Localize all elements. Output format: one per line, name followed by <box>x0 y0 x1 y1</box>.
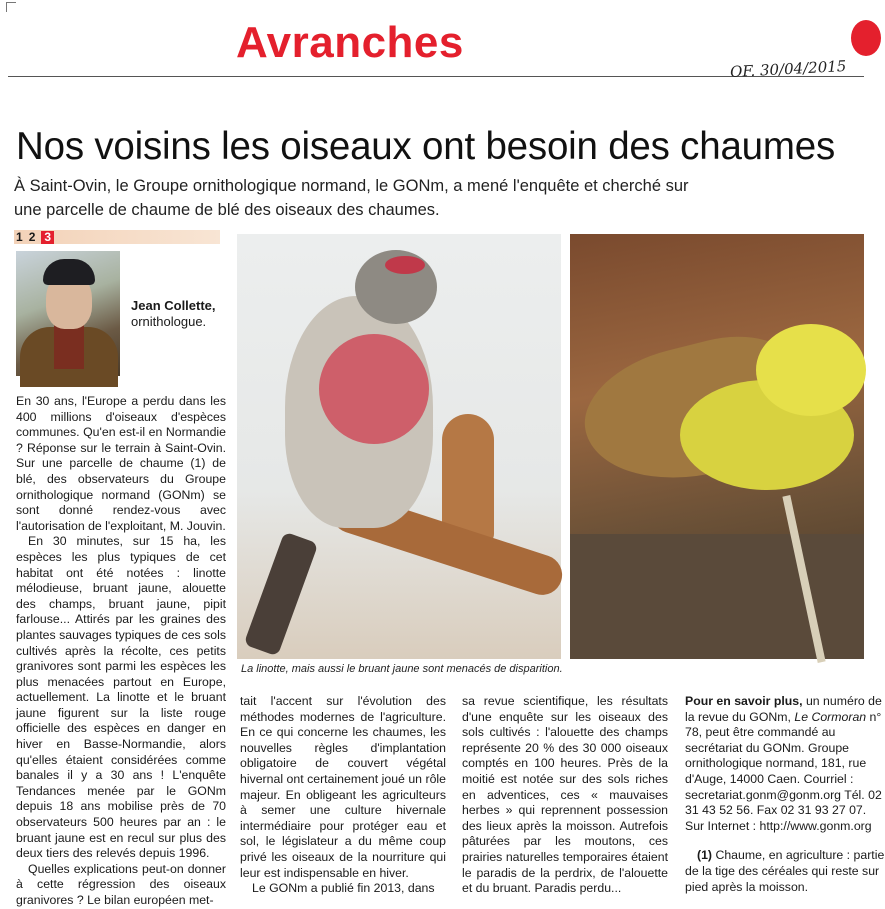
article-headline: Nos voisins les oiseaux ont besoin des chaumes <box>16 125 836 168</box>
author-name: Jean Collette, <box>131 298 216 313</box>
more-info-paragraph <box>685 694 885 834</box>
paragraph: tait l'accent sur l'évolution des méthodes modernes de l'agriculture. En ce qui concerne les chaumes, les nouvelles règles d'implantation obligatoire de couvert végétal hivernal ont certainement joué un rôle majeur. En obligeant les agriculteurs à semer une culture hivernale intermédiaire pour protéger eau et sol, le législateur a du même coup privé les oiseaux de la nourriture qui leur est indispensable en hiver. <box>240 694 446 880</box>
paragraph: En 30 minutes, sur 15 ha, les espèces les plus typiques de cet habitat ont été notées : linotte mélodieuse, bruant jaune, alouette des champs, bruant jaune, pipit farlouse... Attirés par les graines des plantes sauvages typiques de ces sols cultivés après la récolte, ces petits granivores sont parmi les espèces les plus menacées partout en Europe, actuellement. La linotte et le bruant jaune figurent sur la liste rouge officielle des espèces en danger en hiver en Basse-Normandie, alors qu'elles étaient considérées comme banales il y a 30 ans ! L'enquête Tendances menée par le GONm depuis 18 ans mobilise près de 70 observateurs 500 heures par an : le bruant jaune est en recul sur plus des deux tiers des relevés depuis 1996. <box>16 534 226 861</box>
section-title: Avranches <box>236 18 464 67</box>
author-role: ornithologue. <box>131 314 207 329</box>
paragraph: Quelles explications peut-on donner à cette régression des oiseaux granivores ? Le bilan européen met- <box>16 861 226 907</box>
photo-caption: La linotte, mais aussi le bruant jaune sont menacés de disparition. <box>241 663 563 675</box>
paragraph: En 30 ans, l'Europe a perdu dans les 400 millions d'oiseaux d'espèces communes. Qu'en est-il en Normandie ? Réponse sur le terrain à Saint-Ovin. Sur une parcelle de chaume (1) de blé, des observateurs du Groupe ornithologique normand (GONm) se sont donné rendez-vous avec l'autorisation de l'exploitant, M. Jouvin. <box>16 394 226 533</box>
crop-mark <box>6 2 16 12</box>
author-portrait <box>16 251 120 376</box>
part-2: 2 <box>28 229 36 244</box>
contact-details: n° 78, peut être commandé au secrétariat du GONm. Groupe ornithologique normand, 181, rue d'Auge, 14000 Caen. Courriel : secretariat.gonm@gonm.org Tél. 02 31 43 52 56. Fax 02 31 93 27 07. Sur Internet : http://www.gonm.org <box>685 709 882 833</box>
part-indicator <box>14 230 220 244</box>
paragraph: Le GONm a publié fin 2013, dans <box>252 881 435 896</box>
yellowhammer-photo <box>570 234 864 659</box>
footnote <box>685 848 885 895</box>
page-badge <box>851 20 881 56</box>
article-subhead: À Saint-Ovin, le Groupe ornithologique normand, le GONm, a mené l'enquête et cherché sur une parcelle de chaume de blé des oiseaux des chaumes. <box>14 177 689 219</box>
more-info-text: un numéro de la revue du GONm, <box>685 694 882 724</box>
footnote-text: Chaume, en agriculture : partie de la tige des céréales qui reste sur pied après la moisson. <box>685 848 885 894</box>
footnote-marker: (1) <box>697 848 713 863</box>
handwritten-date-note: OF. 30/04/2015 <box>729 56 847 82</box>
part-1: 1 <box>16 229 23 244</box>
journal-title: Le Cormoran <box>794 709 867 724</box>
article-column-1 <box>16 394 226 909</box>
paragraph: sa revue scientifique, les résultats d'une enquête sur les oiseaux des sols cultivés : l'alouette des champs représente 20 % des 30 000 oiseaux comptés en 100 heures. Près de la moitié est notée sur des sols riches en adventices, ces « mauvaises herbes » qui reprennent possession des lieux après la moisson. Autrefois pâturées par les moutons, ces prairies naturelles temporaires étaient le paradis de la perdrix, de l'alouette et du bruant. Paradis perdu... <box>462 694 668 896</box>
part-3-active: 3 <box>41 231 54 244</box>
linnet-photo <box>237 234 561 659</box>
article-column-3 <box>462 694 668 897</box>
more-info-lead: Pour en savoir plus, <box>685 694 803 708</box>
info-column <box>685 694 885 895</box>
article-column-2 <box>240 694 446 897</box>
